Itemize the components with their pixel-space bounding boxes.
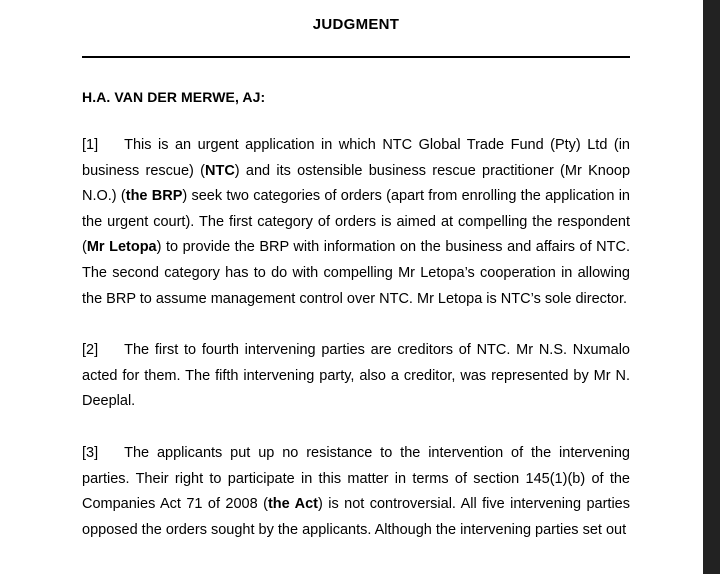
document-content-column <box>82 0 630 543</box>
defined-term: NTC <box>204 162 235 179</box>
paragraph-number: [3] <box>82 444 99 461</box>
paragraph-text: ) and its ostensible business rescue practitioner (Mr Knoop N.O.) ( <box>82 162 631 205</box>
paragraph-text: ) seek two categories of orders (apart from enrolling the application in the urgent court). The first category of orders is aimed at compelling the respondent ( <box>82 188 630 256</box>
paragraph-text: ) is not controversial. All five intervening parties opposed the orders sought by the applicants. Although the intervening parties set out <box>82 496 630 538</box>
judgment-paragraph <box>82 312 630 415</box>
judgment-paragraph <box>82 415 630 543</box>
judgment-author-line: H.A. VAN DER MERWE, AJ: <box>82 89 266 105</box>
defined-term: Mr Letopa <box>86 239 157 256</box>
paragraph-text: The first to fourth intervening parties are creditors of NTC. Mr N.S. Nxumalo acted for them. The fifth intervening party, also a creditor, was represented by Mr N. Deeplal. <box>82 342 630 410</box>
defined-term: the Act <box>267 496 318 513</box>
paragraph-text: The applicants put up no resistance to the intervention of the intervening parties. Their right to participate in this matter in terms of section 145(1)(b) of the Companies Act 71 of 2008 ( <box>82 444 630 513</box>
title-divider-rule <box>82 56 630 58</box>
judgment-paragraph <box>82 107 630 312</box>
right-page-gutter <box>703 0 720 574</box>
paragraph-number: [1] <box>82 137 99 153</box>
judgment-body <box>82 107 630 543</box>
paragraph-text: This is an urgent application in which NTC Global Trade Fund (Pty) Ltd (in business rescue) ( <box>82 137 630 179</box>
defined-term: the BRP <box>125 188 183 205</box>
paragraph-text: ) to provide the BRP with information on the business and affairs of NTC. The second category has to do with compelling Mr Letopa’s cooperation in allowing the BRP to assume management control over NTC. Mr Letopa is NTC’s sole director. <box>82 239 630 307</box>
page-title: JUDGMENT <box>312 16 400 33</box>
paragraph-number: [2] <box>82 342 99 359</box>
